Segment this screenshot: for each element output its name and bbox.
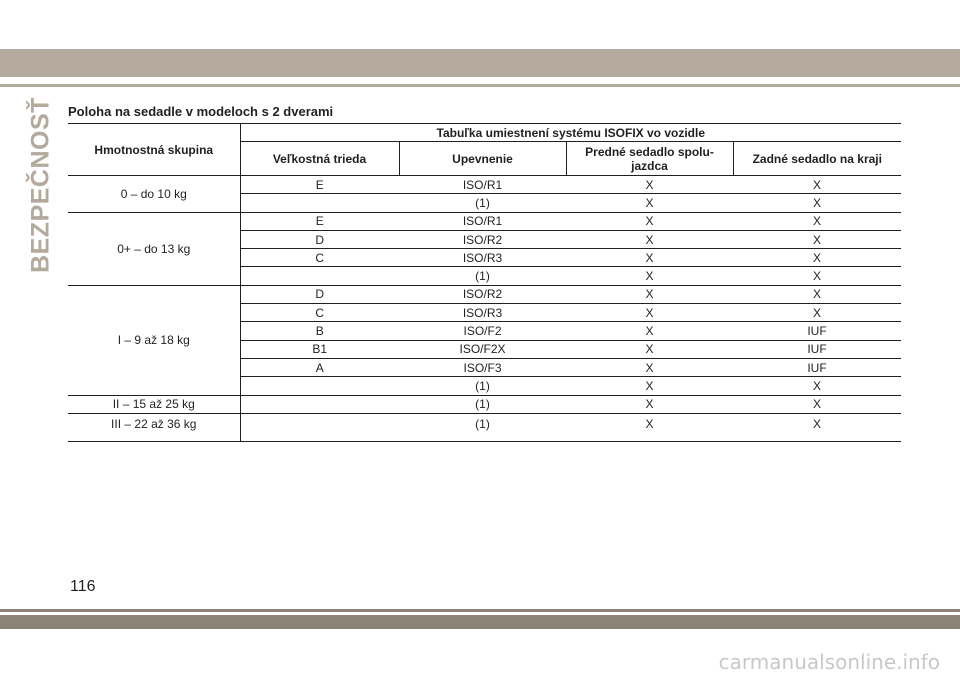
- rear-outer-cell: X: [733, 230, 901, 248]
- header-weight-group: Hmotnostná skupina: [94, 142, 214, 157]
- rear-outer-cell: X: [733, 249, 901, 267]
- rear-outer-cell: X: [813, 397, 822, 412]
- table-row: [68, 285, 901, 303]
- front-passenger-cell: X: [566, 249, 733, 267]
- size-class-cell: B1: [240, 340, 399, 358]
- size-class-cell: D: [240, 285, 399, 303]
- front-passenger-cell: X: [566, 340, 733, 358]
- front-passenger-cell: X: [645, 287, 654, 302]
- section-title: Poloha na sedadle v modeloch s 2 dverami: [68, 104, 334, 119]
- fixture-cell: ISO/R3: [399, 249, 566, 267]
- front-passenger-cell: X: [645, 214, 654, 229]
- fixture-cell: (1): [399, 267, 566, 285]
- fixture-cell: ISO/F3: [399, 358, 566, 376]
- fixture-cell: ISO/R3: [399, 304, 566, 322]
- size-class-cell: [240, 413, 399, 441]
- fixture-cell: (1): [399, 194, 566, 212]
- front-passenger-cell: X: [566, 304, 733, 322]
- header-band: [0, 49, 960, 77]
- front-passenger-cell: X: [566, 377, 733, 395]
- fixture-cell: ISO/F2X: [399, 340, 566, 358]
- size-class-cell: D: [240, 230, 399, 248]
- rear-outer-cell: X: [733, 377, 901, 395]
- weight-group-cell: 0+ – do 13 kg: [117, 241, 191, 256]
- fixture-cell: ISO/F2: [399, 322, 566, 340]
- front-passenger-cell: X: [566, 194, 733, 212]
- front-passenger-cell: X: [645, 177, 654, 192]
- fixture-cell: ISO/R2: [462, 287, 503, 302]
- page-number: 116: [70, 578, 96, 595]
- weight-group-cell: II – 15 až 25 kg: [112, 397, 195, 412]
- size-class-cell: E: [240, 176, 399, 194]
- size-class-cell: [240, 267, 399, 285]
- size-class-cell: C: [240, 249, 399, 267]
- watermark: carmanualsonline.info: [718, 650, 940, 674]
- fixture-cell: (1): [399, 413, 566, 441]
- rear-outer-cell: X: [813, 177, 822, 192]
- rear-outer-cell: X: [813, 214, 822, 229]
- size-class-cell: A: [240, 358, 399, 376]
- header-rear-outer: Zadné sedadlo na kraji: [733, 142, 901, 176]
- side-section-label: [22, 97, 60, 273]
- rear-outer-cell: IUF: [733, 358, 901, 376]
- front-passenger-cell: X: [645, 397, 654, 412]
- weight-group-cell: III – 22 až 36 kg: [68, 413, 240, 441]
- rear-outer-cell: X: [733, 413, 901, 441]
- size-class-cell: [240, 194, 399, 212]
- front-passenger-cell: X: [566, 413, 733, 441]
- header-table-title: Tabuľka umiestnení systému ISOFIX vo vozidle: [240, 124, 901, 142]
- table-row: [68, 176, 901, 194]
- front-passenger-cell: X: [566, 230, 733, 248]
- header-size-class: Veľkostná trieda: [240, 142, 399, 176]
- weight-group-cell: I – 9 až 18 kg: [117, 333, 190, 348]
- rear-outer-cell: X: [733, 194, 901, 212]
- size-class-cell: [240, 377, 399, 395]
- size-class-cell: [240, 395, 399, 413]
- table-row: [68, 395, 901, 413]
- isofix-table: [68, 123, 901, 442]
- size-class-cell: E: [240, 212, 399, 230]
- rear-outer-cell: IUF: [733, 322, 901, 340]
- footer-rule: [0, 609, 960, 612]
- table-body: [68, 176, 901, 442]
- fixture-cell: (1): [399, 377, 566, 395]
- front-passenger-cell: X: [566, 267, 733, 285]
- header-fixture: Upevnenie: [399, 142, 566, 176]
- header-front-line1: Predné sedadlo spolu-: [585, 144, 714, 159]
- header-front-passenger: [566, 142, 733, 176]
- table-row: [68, 413, 901, 441]
- header-front-line2: jazdca: [631, 158, 668, 173]
- size-class-cell: B: [240, 322, 399, 340]
- table-row: [68, 212, 901, 230]
- fixture-cell: ISO/R1: [462, 177, 503, 192]
- rear-outer-cell: X: [733, 304, 901, 322]
- rear-outer-cell: X: [733, 267, 901, 285]
- fixture-cell: ISO/R2: [399, 230, 566, 248]
- weight-group-cell: 0 – do 10 kg: [120, 186, 187, 201]
- fixture-cell: ISO/R1: [462, 214, 503, 229]
- rear-outer-cell: IUF: [733, 340, 901, 358]
- front-passenger-cell: X: [566, 358, 733, 376]
- side-section-text: BEZPEČNOSŤ: [26, 97, 55, 273]
- header-rule: [0, 84, 960, 87]
- front-passenger-cell: X: [566, 322, 733, 340]
- rear-outer-cell: X: [813, 287, 822, 302]
- footer-band: [0, 615, 960, 629]
- fixture-cell: (1): [475, 397, 490, 412]
- size-class-cell: C: [240, 304, 399, 322]
